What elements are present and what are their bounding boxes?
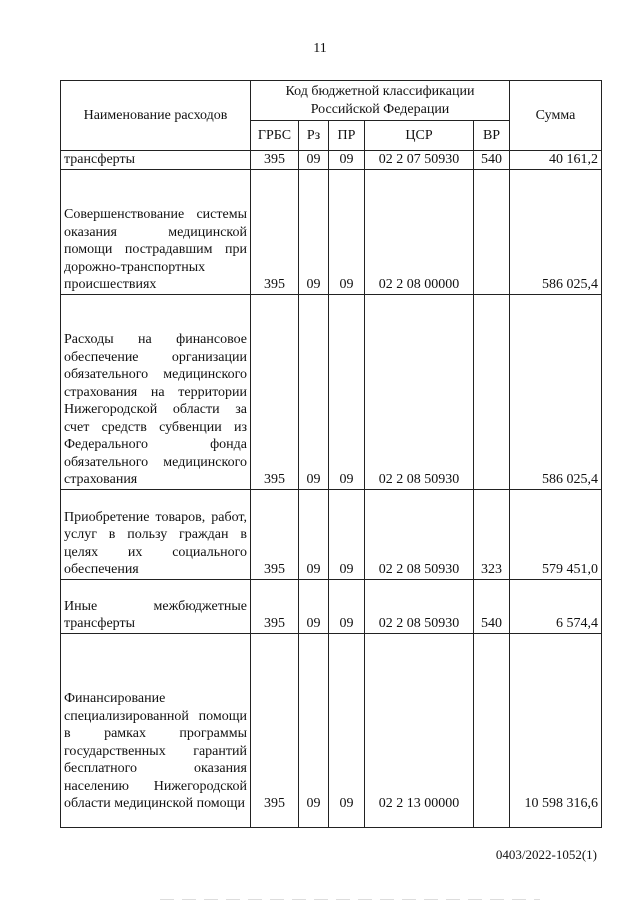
row-sum: 6 574,4: [510, 579, 602, 633]
row-pr: 09: [329, 579, 365, 633]
row-sum: 40 161,2: [510, 151, 602, 170]
row-pr: 09: [329, 489, 365, 579]
row-name: Финансирование специализированной помощи в рамках программы государственных гарантий бесплатного оказания населению Нижегородской области медицинской помощи: [61, 633, 251, 827]
row-vr: 540: [474, 579, 510, 633]
row-vr: 540: [474, 151, 510, 170]
row-name: Иные межбюджетные трансферты: [61, 579, 251, 633]
row-name: трансферты: [61, 151, 251, 170]
row-csr: 02 2 08 50930: [365, 294, 474, 489]
row-csr: 02 2 13 00000: [365, 633, 474, 827]
row-name: Приобретение товаров, работ, услуг в пользу граждан в целях их социального обеспечения: [61, 489, 251, 579]
row-pr: 09: [329, 294, 365, 489]
table-row: [61, 294, 602, 489]
table-row: [61, 579, 602, 633]
scan-artifact-line: [160, 899, 540, 900]
row-grbs: 395: [251, 579, 299, 633]
row-sum: 586 025,4: [510, 169, 602, 294]
row-rz: 09: [299, 169, 329, 294]
row-name: Совершенствование системы оказания медицинской помощи пострадавшим при дорожно-транспортных происшествиях: [61, 169, 251, 294]
row-name: Расходы на финансовое обеспечение организации обязательного медицинского страхования на территории Нижегородской области за счет средств субвенции из Федерального фонда обязательного медицинского страхования: [61, 294, 251, 489]
row-sum: 579 451,0: [510, 489, 602, 579]
table-row: [61, 169, 602, 294]
row-vr: 323: [474, 489, 510, 579]
row-grbs: 395: [251, 294, 299, 489]
header-name-column: Наименование расходов: [61, 81, 251, 151]
row-rz: 09: [299, 151, 329, 170]
row-grbs: 395: [251, 169, 299, 294]
table-row: [61, 489, 602, 579]
row-csr: 02 2 08 50930: [365, 489, 474, 579]
row-sum: 586 025,4: [510, 294, 602, 489]
row-vr: [474, 294, 510, 489]
row-csr: 02 2 07 50930: [365, 151, 474, 170]
row-pr: 09: [329, 151, 365, 170]
row-grbs: 395: [251, 151, 299, 170]
header-pr: ПР: [329, 121, 365, 151]
row-csr: 02 2 08 50930: [365, 579, 474, 633]
header-rz: Рз: [299, 121, 329, 151]
header-vr: ВР: [474, 121, 510, 151]
row-rz: 09: [299, 489, 329, 579]
table-row: [61, 151, 602, 170]
row-grbs: 395: [251, 489, 299, 579]
row-sum: 10 598 316,6: [510, 633, 602, 827]
row-pr: 09: [329, 169, 365, 294]
header-code-group: Код бюджетной классификации Российской Федерации: [251, 81, 510, 121]
row-vr: [474, 633, 510, 827]
row-vr: [474, 169, 510, 294]
header-sum-column: Сумма: [510, 81, 602, 151]
header-csr: ЦСР: [365, 121, 474, 151]
budget-table: [60, 80, 602, 828]
row-pr: 09: [329, 633, 365, 827]
page-number: 11: [313, 41, 327, 56]
row-rz: 09: [299, 633, 329, 827]
row-rz: 09: [299, 579, 329, 633]
row-rz: 09: [299, 294, 329, 489]
row-csr: 02 2 08 00000: [365, 169, 474, 294]
header-grbs: ГРБС: [251, 121, 299, 151]
row-grbs: 395: [251, 633, 299, 827]
table-row: [61, 633, 602, 827]
document-code: 0403/2022-1052(1): [495, 847, 597, 862]
